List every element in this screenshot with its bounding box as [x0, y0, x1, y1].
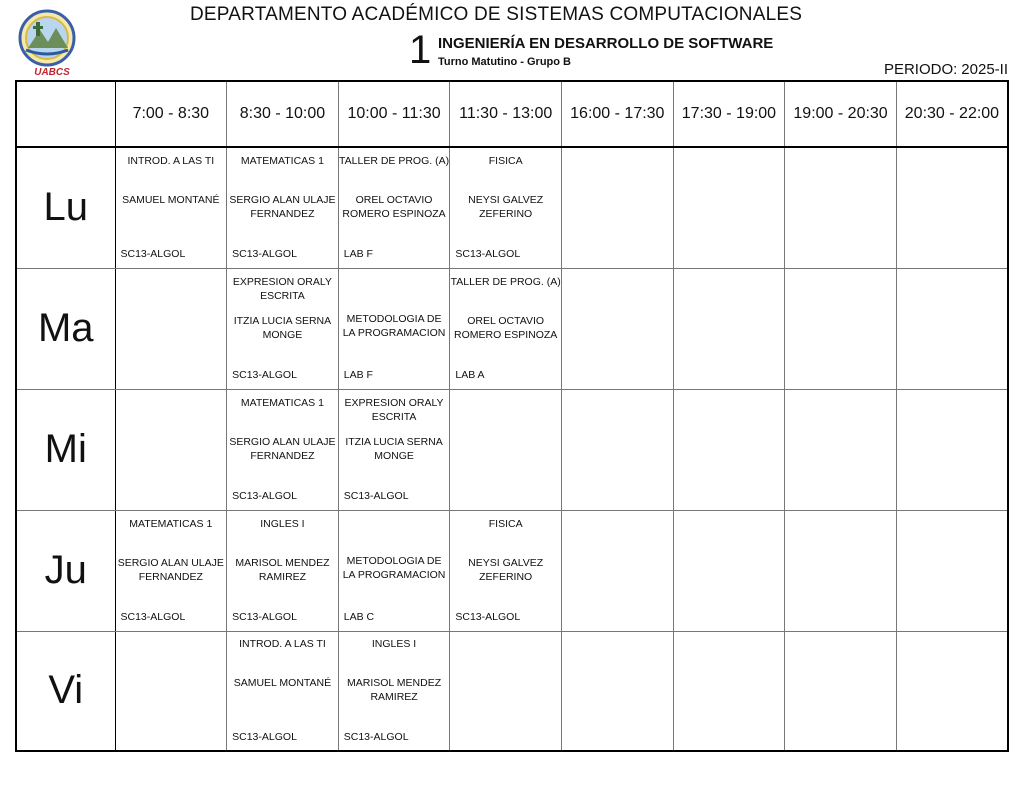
time-slot-header: 16:00 - 17:30 [562, 81, 674, 147]
class-block [116, 391, 227, 509]
schedule-cell [450, 147, 562, 268]
class-block [897, 632, 1007, 750]
class-block [674, 632, 785, 750]
teacher-name: SAMUEL MONTANÉ [122, 193, 220, 206]
class-block [339, 632, 450, 750]
day-label: Lu [16, 147, 115, 268]
subject-name: FISICA [488, 154, 523, 167]
class-block [450, 270, 561, 388]
schedule-cell [785, 147, 897, 268]
time-slot-header: 8:30 - 10:00 [227, 81, 339, 147]
schedule-cell [896, 147, 1008, 268]
class-block [897, 391, 1007, 509]
schedule-cell [115, 631, 227, 751]
day-row [16, 268, 1008, 389]
corner-cell [16, 81, 115, 147]
class-block [227, 391, 338, 509]
class-block [785, 149, 896, 267]
class-block [785, 512, 896, 630]
period-label: PERIODO: [883, 61, 958, 78]
teacher-name: SAMUEL MONTANÉ [233, 676, 332, 689]
time-slot-header: 11:30 - 13:00 [450, 81, 562, 147]
class-block [674, 270, 785, 388]
day-row [16, 389, 1008, 510]
class-block [562, 391, 673, 509]
schedule-cell [562, 147, 674, 268]
subject-name: MATEMATICAS 1 [240, 396, 324, 409]
class-block [785, 391, 896, 509]
room-code: LAB F [343, 247, 373, 260]
class-block [674, 391, 785, 509]
group-number: 1 [409, 28, 432, 72]
time-slot-header: 20:30 - 22:00 [896, 81, 1008, 147]
teacher-name: MARISOL MENDEZ RAMIREZ [235, 556, 330, 583]
teacher-name: SERGIO ALAN ULAJE FERNANDEZ [229, 435, 336, 462]
time-slot-header: 7:00 - 8:30 [115, 81, 227, 147]
teacher-name: SERGIO ALAN ULAJE FERNANDEZ [117, 556, 224, 583]
room-code: SC13-ALGOL [232, 730, 297, 743]
teacher-name: OREL OCTAVIO ROMERO ESPINOZA [342, 193, 446, 220]
schedule-cell [896, 268, 1008, 389]
schedule-cell [562, 389, 674, 510]
room-code: SC13-ALGOL [455, 247, 521, 260]
class-block [227, 270, 338, 388]
schedule-cell [338, 631, 450, 751]
class-block [562, 632, 673, 750]
schedule-cell [227, 389, 339, 510]
teacher-name: ITZIA LUCIA SERNA MONGE [233, 314, 332, 341]
class-block [450, 632, 561, 750]
class-block [339, 270, 450, 388]
subject-name: EXPRESION ORALY ESCRITA [232, 275, 332, 302]
class-block [450, 391, 561, 509]
schedule-cell [562, 268, 674, 389]
schedule-cell [562, 631, 674, 751]
time-slot-header: 17:30 - 19:00 [673, 81, 785, 147]
subject-name: TALLER DE PROG. (A) [450, 275, 561, 288]
schedule-cell [227, 147, 339, 268]
period-value: 2025-II [961, 61, 1008, 78]
class-block [897, 149, 1007, 267]
shift-group: Turno Matutino - Grupo B [438, 56, 571, 68]
time-slot-header: 10:00 - 11:30 [338, 81, 450, 147]
teacher-name: OREL OCTAVIO ROMERO ESPINOZA [454, 314, 558, 341]
subject-name: TALLER DE PROG. (A) [339, 154, 450, 167]
teacher-name: NEYSI GALVEZ ZEFERINO [468, 556, 544, 583]
class-block [227, 149, 338, 267]
schedule-cell [896, 389, 1008, 510]
subject-name: EXPRESION ORALY ESCRITA [344, 396, 444, 423]
room-code: LAB F [343, 368, 373, 381]
schedule-cell [338, 268, 450, 389]
room-code: SC13-ALGOL [232, 368, 297, 381]
room-code: SC13-ALGOL [343, 489, 409, 502]
room-code: SC13-ALGOL [455, 610, 521, 623]
period [880, 61, 1008, 78]
teacher-name: NEYSI GALVEZ ZEFERINO [468, 193, 544, 220]
time-header-row [16, 81, 1008, 147]
class-block [227, 512, 338, 630]
program-name: INGENIERÍA EN DESARROLLO DE SOFTWARE [438, 35, 774, 52]
class-block [116, 270, 227, 388]
class-block [785, 632, 896, 750]
schedule-cell [896, 510, 1008, 631]
university-logo [14, 8, 84, 78]
subject-name: INTROD. A LAS TI [127, 154, 215, 167]
schedule-cell [673, 389, 785, 510]
schedule-cell [673, 510, 785, 631]
class-block [450, 512, 561, 630]
schedule-cell [115, 147, 227, 268]
time-slot-header: 19:00 - 20:30 [785, 81, 897, 147]
day-row [16, 510, 1008, 631]
schedule-cell [785, 268, 897, 389]
teacher-name: SERGIO ALAN ULAJE FERNANDEZ [229, 193, 336, 220]
schedule-cell [338, 510, 450, 631]
schedule-cell [673, 631, 785, 751]
subject-name: METODOLOGIA DE LA PROGRAMACION [342, 554, 446, 581]
teacher-name: MARISOL MENDEZ RAMIREZ [347, 676, 442, 703]
class-block [339, 391, 450, 509]
day-row [16, 147, 1008, 268]
class-block [116, 149, 227, 267]
schedule-cell [450, 631, 562, 751]
schedule-cell [450, 510, 562, 631]
class-block [116, 632, 227, 750]
room-code: SC13-ALGOL [120, 610, 186, 623]
room-code: SC13-ALGOL [120, 247, 186, 260]
schedule-cell [562, 510, 674, 631]
room-code: LAB C [343, 610, 375, 623]
class-block [674, 149, 785, 267]
department-title: DEPARTAMENTO ACADÉMICO DE SISTEMAS COMPUTACIONALES [190, 4, 803, 25]
class-block [116, 512, 227, 630]
subject-name: INGLES I [371, 637, 417, 650]
class-block [562, 149, 673, 267]
schedule-table [15, 80, 1009, 752]
schedule-cell [450, 389, 562, 510]
subject-name: INGLES I [260, 517, 305, 530]
schedule-cell [673, 147, 785, 268]
schedule-cell [673, 268, 785, 389]
schedule-cell [227, 268, 339, 389]
schedule-cell [785, 631, 897, 751]
subject-name: MATEMATICAS 1 [129, 517, 213, 530]
room-code: SC13-ALGOL [343, 730, 409, 743]
room-code: SC13-ALGOL [232, 610, 297, 623]
subject-name: METODOLOGIA DE LA PROGRAMACION [342, 312, 446, 339]
day-label: Mi [16, 389, 115, 510]
subject-name: INTROD. A LAS TI [239, 637, 326, 650]
day-row [16, 631, 1008, 751]
subject-name: FISICA [488, 517, 523, 530]
day-label: Ma [16, 268, 115, 389]
class-block [227, 632, 338, 750]
schedule-cell [785, 389, 897, 510]
schedule-cell [338, 389, 450, 510]
class-block [785, 270, 896, 388]
room-code: SC13-ALGOL [232, 247, 297, 260]
class-block [562, 512, 673, 630]
class-block [897, 512, 1007, 630]
schedule-cell [450, 268, 562, 389]
schedule-cell [896, 631, 1008, 751]
class-block [897, 270, 1007, 388]
schedule-body [16, 147, 1008, 751]
class-block [339, 149, 450, 267]
class-block [674, 512, 785, 630]
schedule-cell [785, 510, 897, 631]
schedule-cell [115, 510, 227, 631]
schedule-cell [338, 147, 450, 268]
class-block [339, 512, 450, 630]
subject-name: MATEMATICAS 1 [240, 154, 324, 167]
schedule-cell [115, 268, 227, 389]
room-code: LAB A [455, 368, 485, 381]
teacher-name: ITZIA LUCIA SERNA MONGE [345, 435, 443, 462]
schedule-cell [227, 631, 339, 751]
day-label: Ju [16, 510, 115, 631]
schedule-cell [115, 389, 227, 510]
class-block [562, 270, 673, 388]
room-code: SC13-ALGOL [232, 489, 297, 502]
schedule-cell [227, 510, 339, 631]
logo-text: UABCS [34, 67, 70, 78]
class-block [450, 149, 561, 267]
day-label: Vi [16, 631, 115, 751]
